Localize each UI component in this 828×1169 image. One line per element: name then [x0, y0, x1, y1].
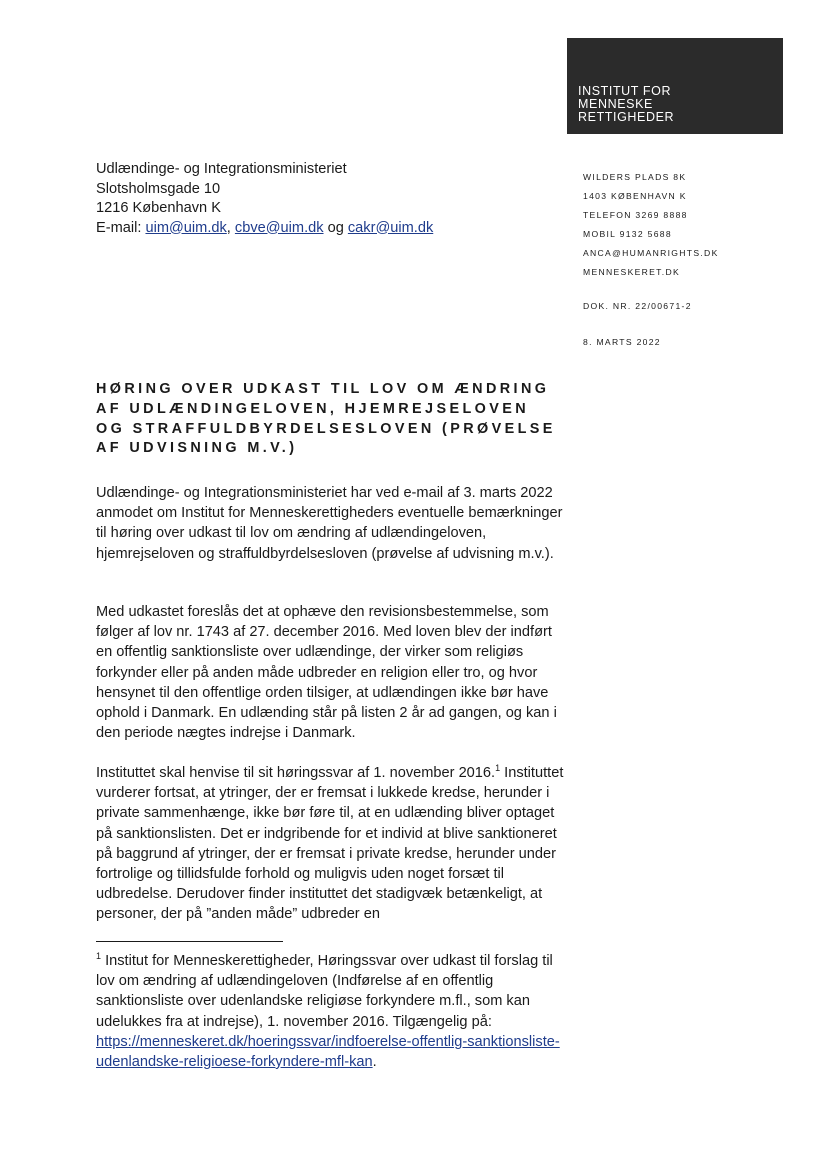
- sender-mobile: MOBIL 9132 5688: [583, 229, 672, 239]
- recipient-name: Udlændinge- og Integrationsministeriet: [96, 161, 347, 177]
- sender-street: WILDERS PLADS 8K: [583, 172, 687, 182]
- logo-line-1: INSTITUT FOR: [578, 84, 672, 98]
- recipient-emails: [96, 219, 433, 239]
- footnote-reference[interactable]: 1: [495, 763, 501, 773]
- institute-logo: [567, 38, 783, 134]
- document-date: 8. MARTS 2022: [583, 337, 661, 347]
- sender-city: 1403 KØBENHAVN K: [583, 191, 687, 201]
- paragraph-1: Udlændinge- og Integrationsministeriet har ved e-mail af 3. marts 2022 anmodet om Institut for Menneskerettigheders eventuelle bemærkninger til høring over udkast til lov om ændring af udlændingeloven, hjemrejseloven og straffuldbyrdelsesloven (prøvelse af udvisning m.v.).: [96, 485, 563, 562]
- paragraph-3: [96, 763, 566, 925]
- email-link-cbve[interactable]: cbve@uim.dk: [234, 219, 324, 236]
- email-link-cakr[interactable]: cakr@uim.dk: [347, 219, 434, 236]
- footnote-marker: 1: [96, 951, 102, 961]
- sender-phone: TELEFON 3269 8888: [583, 210, 688, 220]
- email-link-uim[interactable]: uim@uim.dk: [145, 219, 227, 236]
- sender-contact: [583, 168, 719, 282]
- email-separator: ,: [226, 219, 235, 236]
- recipient-address: [96, 160, 433, 238]
- footnote-end: .: [372, 1054, 377, 1071]
- recipient-street: Slotsholmsgade 10: [96, 180, 221, 197]
- email-separator: og: [323, 219, 348, 236]
- logo-line-3: RETTIGHEDER: [578, 110, 675, 124]
- paragraph-3-rest: Instituttet vurderer fortsat, at ytringer, der er fremsat i lukkede kredse, herunder i private sammenhænge, ikke bør føre til, at en udlænding bliver optaget på sanktionslisten. Det er indgribende for et individ at blive sanktioneret på baggrund af ytringer, der er fremsat i private kredse, herunder under fortrolige og tillidsfulde forhold og muligvis uden noget forsæt til udbredelse. Derudover finder instituttet det stadigvæk betænkeligt, at personer, der på ”anden måde” udbreder en: [96, 765, 564, 923]
- footnote-divider: [96, 941, 283, 942]
- logo-line-2: MENNESKE: [578, 97, 653, 111]
- footnote-text: Institut for Menneskerettigheder, Høringssvar over udkast til forslag til lov om ændring af udlændingeloven (Indførelse af en offentlig sanktionsliste over udenlandske religiøse forkyndere m.fl., som kan udelukkes fra at indrejse), 1. november 2016. Tilgængelig på:: [96, 953, 553, 1030]
- document-title: HØRING OVER UDKAST TIL LOV OM ÆNDRING AF UDLÆNDINGELOVEN, HJEMREJSELOVEN OG STRAFFULDBYRDELSESLOVEN (PRØVELSE AF UDVISNING M.V.): [96, 381, 556, 457]
- sender-website: MENNESKERET.DK: [583, 267, 680, 277]
- paragraph-3-start: Instituttet skal henvise til sit høringssvar af 1. november 2016.: [96, 765, 496, 781]
- recipient-city: 1216 København K: [96, 200, 221, 216]
- footnote: [96, 951, 568, 1072]
- email-label: E-mail:: [96, 219, 146, 236]
- footnote-link[interactable]: https://menneskeret.dk/hoeringssvar/indfoerelse-offentlig-sanktionsliste-udenlandske-religioese-forkyndere-mfl-kan: [96, 1033, 560, 1071]
- paragraph-2: Med udkastet foreslås det at ophæve den revisionsbestemmelse, som følger af lov nr. 1743 af 27. december 2016. Med loven blev der indført en offentlig sanktionsliste over udlændinge, der virker som religiøs forkynder eller på anden måde udbreder en religion eller tro, og hvor hensynet til den offentlige orden tilsiger, at udlændingen ikke bør have ophold i Danmark. En udlænding står på listen 2 år ad gangen, og kan i den periode nægtes indrejse i Danmark.: [96, 604, 557, 742]
- sender-email: ANCA@HUMANRIGHTS.DK: [583, 248, 719, 258]
- document-number: DOK. NR. 22/00671-2: [583, 301, 692, 311]
